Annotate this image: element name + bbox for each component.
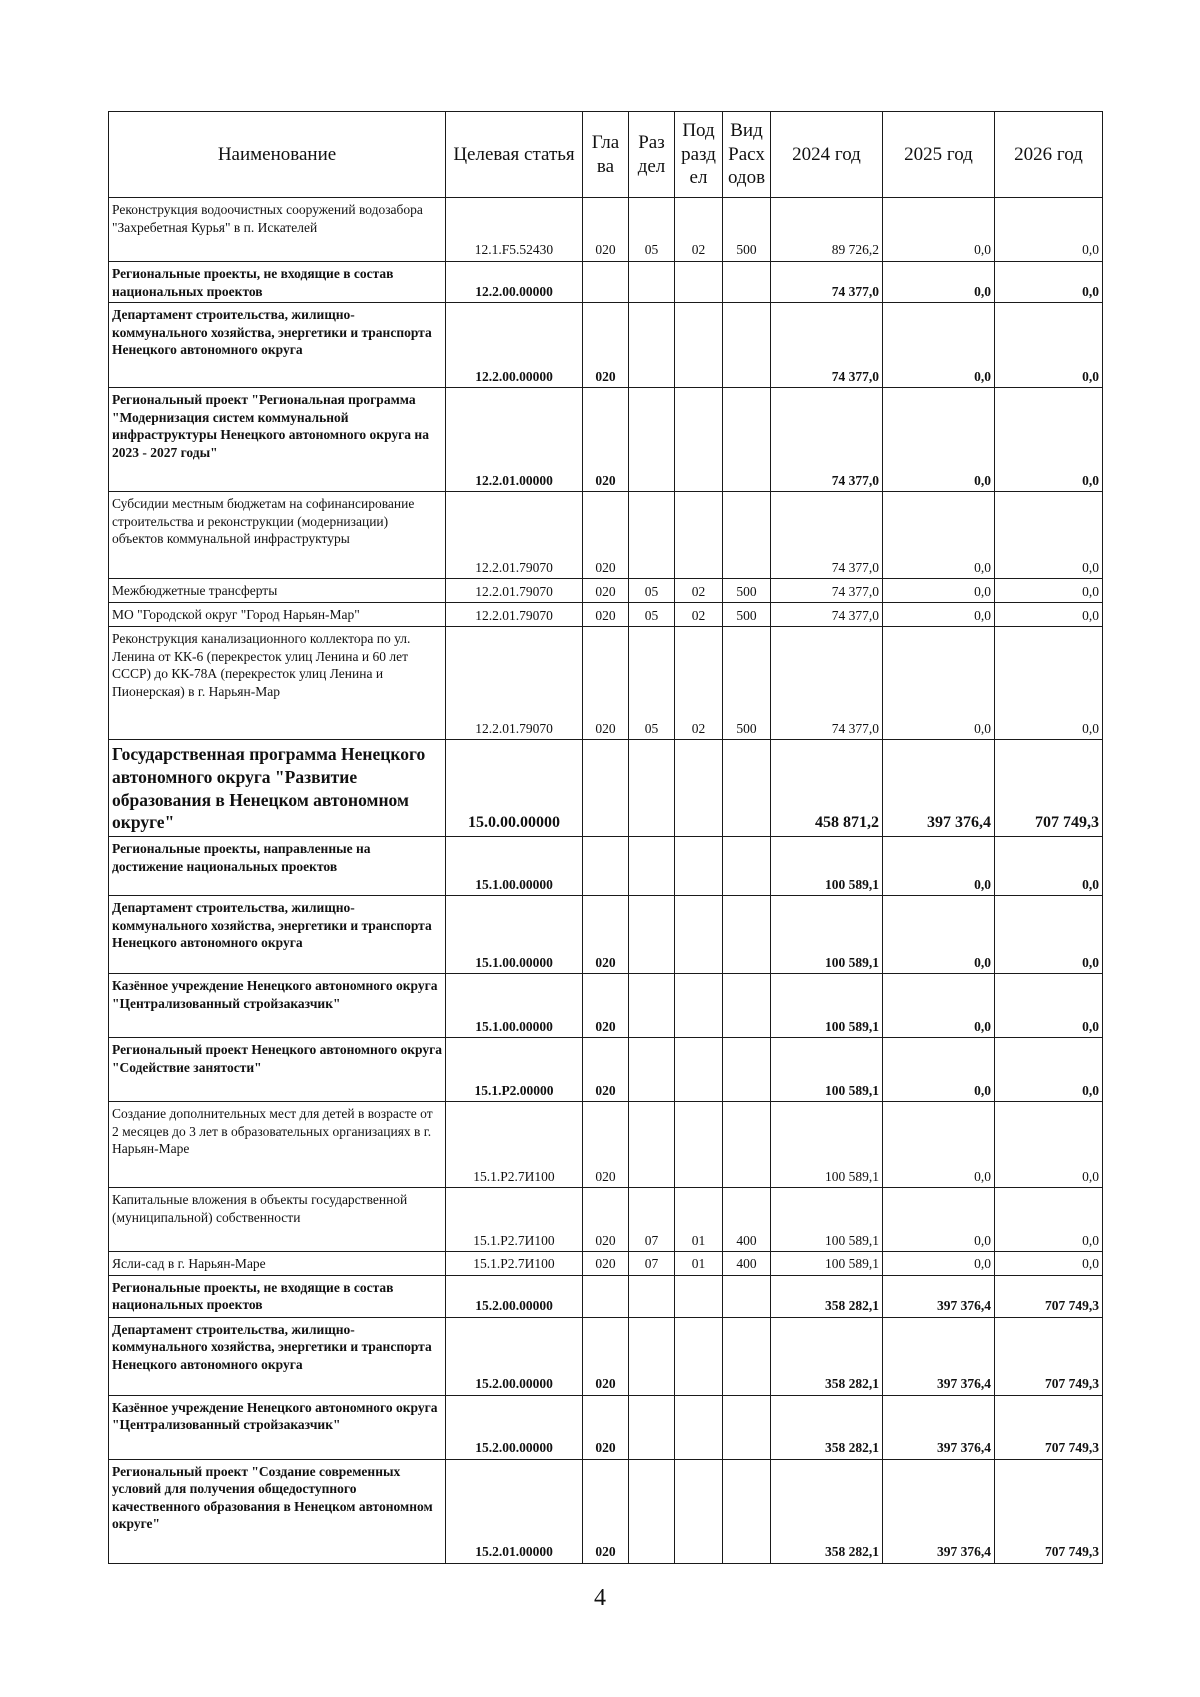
cell-chapter: 020 — [583, 1252, 629, 1276]
cell-target: 15.0.00.00000 — [446, 740, 583, 837]
cell-subsection: 01 — [675, 1252, 723, 1276]
cell-y2025: 397 376,4 — [883, 1395, 995, 1459]
cell-y2025: 397 376,4 — [883, 740, 995, 837]
cell-section — [629, 1275, 675, 1317]
cell-y2025: 0,0 — [883, 198, 995, 262]
cell-y2026: 0,0 — [995, 837, 1103, 896]
cell-y2025: 0,0 — [883, 579, 995, 603]
cell-y2026: 0,0 — [995, 303, 1103, 388]
cell-section — [629, 896, 675, 974]
header-target: Целевая статья — [446, 112, 583, 198]
cell-y2024: 100 589,1 — [771, 1188, 883, 1252]
table-row — [109, 603, 1103, 627]
cell-name: Создание дополнительных мест для детей в возрасте от 2 месяцев до 3 лет в образовательных организациях в г. Нарьян-Маре — [109, 1102, 446, 1188]
cell-name: Региональные проекты, не входящие в состав национальных проектов — [109, 262, 446, 303]
cell-subsection: 01 — [675, 1188, 723, 1252]
cell-y2026: 0,0 — [995, 1252, 1103, 1276]
cell-name: Реконструкция водоочистных сооружений водозабора "Захребетная Курья" в п. Искателей — [109, 198, 446, 262]
cell-y2026: 0,0 — [995, 1038, 1103, 1102]
cell-chapter: 020 — [583, 579, 629, 603]
cell-y2024: 74 377,0 — [771, 627, 883, 740]
cell-target: 15.1.00.00000 — [446, 974, 583, 1038]
cell-section: 05 — [629, 198, 675, 262]
cell-y2026: 0,0 — [995, 492, 1103, 579]
cell-subsection — [675, 303, 723, 388]
cell-chapter: 020 — [583, 1188, 629, 1252]
budget-table — [108, 111, 1103, 1564]
cell-subsection: 02 — [675, 627, 723, 740]
cell-expense-type: 400 — [723, 1252, 771, 1276]
cell-subsection — [675, 1459, 723, 1563]
cell-name: Департамент строительства, жилищно-коммунального хозяйства, энергетики и транспорта Ненецкого автономного округа — [109, 896, 446, 974]
cell-name: Реконструкция канализационного коллектора по ул. Ленина от КК-6 (перекресток улиц Ленина и 60 лет СССР) до КК-78А (перекресток улиц Ленина и Пионерская) в г. Нарьян-Мар — [109, 627, 446, 740]
cell-y2025: 0,0 — [883, 1102, 995, 1188]
cell-target: 15.1.P2.7И100 — [446, 1102, 583, 1188]
table-row — [109, 740, 1103, 837]
cell-name: Департамент строительства, жилищно-коммунального хозяйства, энергетики и транспорта Ненецкого автономного округа — [109, 303, 446, 388]
cell-subsection — [675, 896, 723, 974]
cell-subsection: 02 — [675, 603, 723, 627]
header-name: Наименование — [109, 112, 446, 198]
cell-y2024: 100 589,1 — [771, 896, 883, 974]
cell-target: 15.2.00.00000 — [446, 1275, 583, 1317]
header-subsection: Под разд ел — [675, 112, 723, 198]
cell-target: 12.2.01.79070 — [446, 603, 583, 627]
cell-chapter: 020 — [583, 1038, 629, 1102]
cell-y2024: 89 726,2 — [771, 198, 883, 262]
cell-y2026: 0,0 — [995, 896, 1103, 974]
cell-expense-type — [723, 303, 771, 388]
table-row — [109, 303, 1103, 388]
cell-section — [629, 1459, 675, 1563]
cell-chapter: 020 — [583, 492, 629, 579]
cell-name: Казённое учреждение Ненецкого автономного округа "Централизованный стройзаказчик" — [109, 974, 446, 1038]
cell-target: 15.1.00.00000 — [446, 837, 583, 896]
cell-expense-type — [723, 1317, 771, 1395]
cell-target: 12.2.01.79070 — [446, 492, 583, 579]
cell-y2025: 0,0 — [883, 1188, 995, 1252]
cell-y2024: 458 871,2 — [771, 740, 883, 837]
cell-target: 15.2.00.00000 — [446, 1395, 583, 1459]
cell-y2026: 0,0 — [995, 262, 1103, 303]
cell-target: 15.1.P2.7И100 — [446, 1188, 583, 1252]
cell-subsection — [675, 1317, 723, 1395]
cell-section — [629, 974, 675, 1038]
cell-name: Региональный проект "Региональная программа "Модернизация систем коммунальной инфраструктуры Ненецкого автономного округа на 2023 - 2027 годы" — [109, 388, 446, 492]
cell-expense-type — [723, 262, 771, 303]
cell-y2026: 707 749,3 — [995, 1275, 1103, 1317]
cell-chapter: 020 — [583, 974, 629, 1038]
cell-subsection — [675, 1038, 723, 1102]
cell-name: Межбюджетные трансферты — [109, 579, 446, 603]
cell-y2026: 0,0 — [995, 579, 1103, 603]
cell-target: 15.1.P2.7И100 — [446, 1252, 583, 1276]
cell-y2024: 358 282,1 — [771, 1275, 883, 1317]
cell-target: 15.2.01.00000 — [446, 1459, 583, 1563]
cell-y2024: 100 589,1 — [771, 1252, 883, 1276]
cell-y2024: 74 377,0 — [771, 388, 883, 492]
cell-y2025: 0,0 — [883, 388, 995, 492]
table-row — [109, 1317, 1103, 1395]
table-row — [109, 1102, 1103, 1188]
table-row — [109, 627, 1103, 740]
cell-y2026: 0,0 — [995, 388, 1103, 492]
cell-subsection — [675, 262, 723, 303]
cell-target: 12.1.F5.52430 — [446, 198, 583, 262]
cell-y2026: 707 749,3 — [995, 1459, 1103, 1563]
cell-section — [629, 1395, 675, 1459]
cell-target: 12.2.01.79070 — [446, 579, 583, 603]
cell-section: 07 — [629, 1188, 675, 1252]
cell-section: 05 — [629, 579, 675, 603]
header-chapter: Гла ва — [583, 112, 629, 198]
cell-section — [629, 262, 675, 303]
cell-expense-type: 500 — [723, 198, 771, 262]
table-row — [109, 198, 1103, 262]
header-2024: 2024 год — [771, 112, 883, 198]
cell-chapter: 020 — [583, 627, 629, 740]
cell-chapter: 020 — [583, 1102, 629, 1188]
cell-subsection: 02 — [675, 198, 723, 262]
cell-subsection — [675, 1275, 723, 1317]
cell-expense-type — [723, 896, 771, 974]
cell-chapter: 020 — [583, 303, 629, 388]
cell-expense-type: 500 — [723, 603, 771, 627]
cell-y2024: 358 282,1 — [771, 1459, 883, 1563]
cell-name: Капитальные вложения в объекты государственной (муниципальной) собственности — [109, 1188, 446, 1252]
cell-chapter — [583, 262, 629, 303]
cell-chapter — [583, 740, 629, 837]
cell-target: 12.2.01.00000 — [446, 388, 583, 492]
cell-target: 15.2.00.00000 — [446, 1317, 583, 1395]
cell-subsection: 02 — [675, 579, 723, 603]
cell-y2025: 0,0 — [883, 1252, 995, 1276]
table-header-row — [109, 112, 1103, 198]
table-row — [109, 1038, 1103, 1102]
header-2026: 2026 год — [995, 112, 1103, 198]
cell-target: 12.2.00.00000 — [446, 303, 583, 388]
cell-target: 15.1.P2.00000 — [446, 1038, 583, 1102]
cell-target: 12.2.00.00000 — [446, 262, 583, 303]
cell-y2026: 0,0 — [995, 627, 1103, 740]
cell-chapter: 020 — [583, 1395, 629, 1459]
cell-section — [629, 740, 675, 837]
cell-y2024: 74 377,0 — [771, 262, 883, 303]
cell-y2026: 0,0 — [995, 974, 1103, 1038]
table-row — [109, 262, 1103, 303]
cell-section — [629, 388, 675, 492]
cell-name: Субсидии местным бюджетам на софинансирование строительства и реконструкции (модернизации) объектов коммунальной инфраструктуры — [109, 492, 446, 579]
cell-y2025: 0,0 — [883, 896, 995, 974]
cell-chapter — [583, 1275, 629, 1317]
table-row — [109, 1459, 1103, 1563]
cell-y2025: 0,0 — [883, 303, 995, 388]
table-row — [109, 1395, 1103, 1459]
cell-subsection — [675, 740, 723, 837]
cell-y2025: 397 376,4 — [883, 1317, 995, 1395]
cell-chapter: 020 — [583, 603, 629, 627]
cell-name: Региональный проект Ненецкого автономного округа "Содействие занятости" — [109, 1038, 446, 1102]
table-row — [109, 492, 1103, 579]
table-row — [109, 579, 1103, 603]
cell-subsection — [675, 837, 723, 896]
cell-chapter — [583, 837, 629, 896]
cell-section: 05 — [629, 603, 675, 627]
cell-subsection — [675, 1395, 723, 1459]
cell-expense-type — [723, 1102, 771, 1188]
cell-y2024: 358 282,1 — [771, 1395, 883, 1459]
cell-y2024: 74 377,0 — [771, 303, 883, 388]
cell-expense-type — [723, 1038, 771, 1102]
cell-y2024: 100 589,1 — [771, 837, 883, 896]
cell-subsection — [675, 492, 723, 579]
cell-y2024: 74 377,0 — [771, 603, 883, 627]
cell-y2025: 397 376,4 — [883, 1459, 995, 1563]
cell-section — [629, 1038, 675, 1102]
cell-subsection — [675, 974, 723, 1038]
cell-expense-type — [723, 388, 771, 492]
cell-chapter: 020 — [583, 896, 629, 974]
cell-name: Региональный проект "Создание современных условий для получения общедоступного качественного образования в Ненецком автономном округе" — [109, 1459, 446, 1563]
cell-name: Департамент строительства, жилищно-коммунального хозяйства, энергетики и транспорта Ненецкого автономного округа — [109, 1317, 446, 1395]
cell-target: 12.2.01.79070 — [446, 627, 583, 740]
table-row — [109, 388, 1103, 492]
cell-section — [629, 1102, 675, 1188]
cell-y2025: 0,0 — [883, 974, 995, 1038]
table-row — [109, 896, 1103, 974]
table-row — [109, 1252, 1103, 1276]
cell-expense-type — [723, 740, 771, 837]
cell-chapter: 020 — [583, 388, 629, 492]
table-row — [109, 837, 1103, 896]
table-row — [109, 974, 1103, 1038]
cell-name: Ясли-сад в г. Нарьян-Маре — [109, 1252, 446, 1276]
cell-section: 07 — [629, 1252, 675, 1276]
cell-expense-type: 500 — [723, 579, 771, 603]
cell-expense-type — [723, 492, 771, 579]
cell-y2024: 100 589,1 — [771, 1038, 883, 1102]
header-section: Раз дел — [629, 112, 675, 198]
header-expense-type: Вид Расх одов — [723, 112, 771, 198]
cell-expense-type — [723, 1459, 771, 1563]
cell-y2026: 707 749,3 — [995, 740, 1103, 837]
header-2025: 2025 год — [883, 112, 995, 198]
cell-chapter: 020 — [583, 1317, 629, 1395]
cell-y2025: 397 376,4 — [883, 1275, 995, 1317]
cell-y2026: 0,0 — [995, 1102, 1103, 1188]
cell-y2024: 74 377,0 — [771, 579, 883, 603]
cell-section — [629, 837, 675, 896]
cell-name: Государственная программа Ненецкого автономного округа "Развитие образования в Ненецком автономном округе" — [109, 740, 446, 837]
cell-expense-type: 500 — [723, 627, 771, 740]
table-row — [109, 1275, 1103, 1317]
cell-name: МО "Городской округ "Город Нарьян-Мар" — [109, 603, 446, 627]
cell-y2024: 100 589,1 — [771, 1102, 883, 1188]
cell-chapter: 020 — [583, 198, 629, 262]
cell-target: 15.1.00.00000 — [446, 896, 583, 974]
cell-y2024: 358 282,1 — [771, 1317, 883, 1395]
cell-y2025: 0,0 — [883, 603, 995, 627]
cell-y2024: 74 377,0 — [771, 492, 883, 579]
cell-y2026: 0,0 — [995, 603, 1103, 627]
cell-subsection — [675, 388, 723, 492]
cell-y2025: 0,0 — [883, 492, 995, 579]
cell-expense-type: 400 — [723, 1188, 771, 1252]
cell-section: 05 — [629, 627, 675, 740]
cell-y2025: 0,0 — [883, 837, 995, 896]
cell-expense-type — [723, 1395, 771, 1459]
cell-expense-type — [723, 974, 771, 1038]
cell-y2026: 707 749,3 — [995, 1395, 1103, 1459]
cell-y2026: 0,0 — [995, 198, 1103, 262]
cell-name: Казённое учреждение Ненецкого автономного округа "Централизованный стройзаказчик" — [109, 1395, 446, 1459]
cell-name: Региональные проекты, не входящие в состав национальных проектов — [109, 1275, 446, 1317]
cell-y2025: 0,0 — [883, 627, 995, 740]
cell-section — [629, 1317, 675, 1395]
table-row — [109, 1188, 1103, 1252]
cell-y2024: 100 589,1 — [771, 974, 883, 1038]
page-number: 4 — [594, 1585, 606, 1611]
cell-section — [629, 492, 675, 579]
cell-expense-type — [723, 837, 771, 896]
cell-y2025: 0,0 — [883, 262, 995, 303]
cell-chapter: 020 — [583, 1459, 629, 1563]
cell-y2026: 0,0 — [995, 1188, 1103, 1252]
cell-subsection — [675, 1102, 723, 1188]
cell-section — [629, 303, 675, 388]
cell-expense-type — [723, 1275, 771, 1317]
cell-y2026: 707 749,3 — [995, 1317, 1103, 1395]
cell-y2025: 0,0 — [883, 1038, 995, 1102]
cell-name: Региональные проекты, направленные на достижение национальных проектов — [109, 837, 446, 896]
